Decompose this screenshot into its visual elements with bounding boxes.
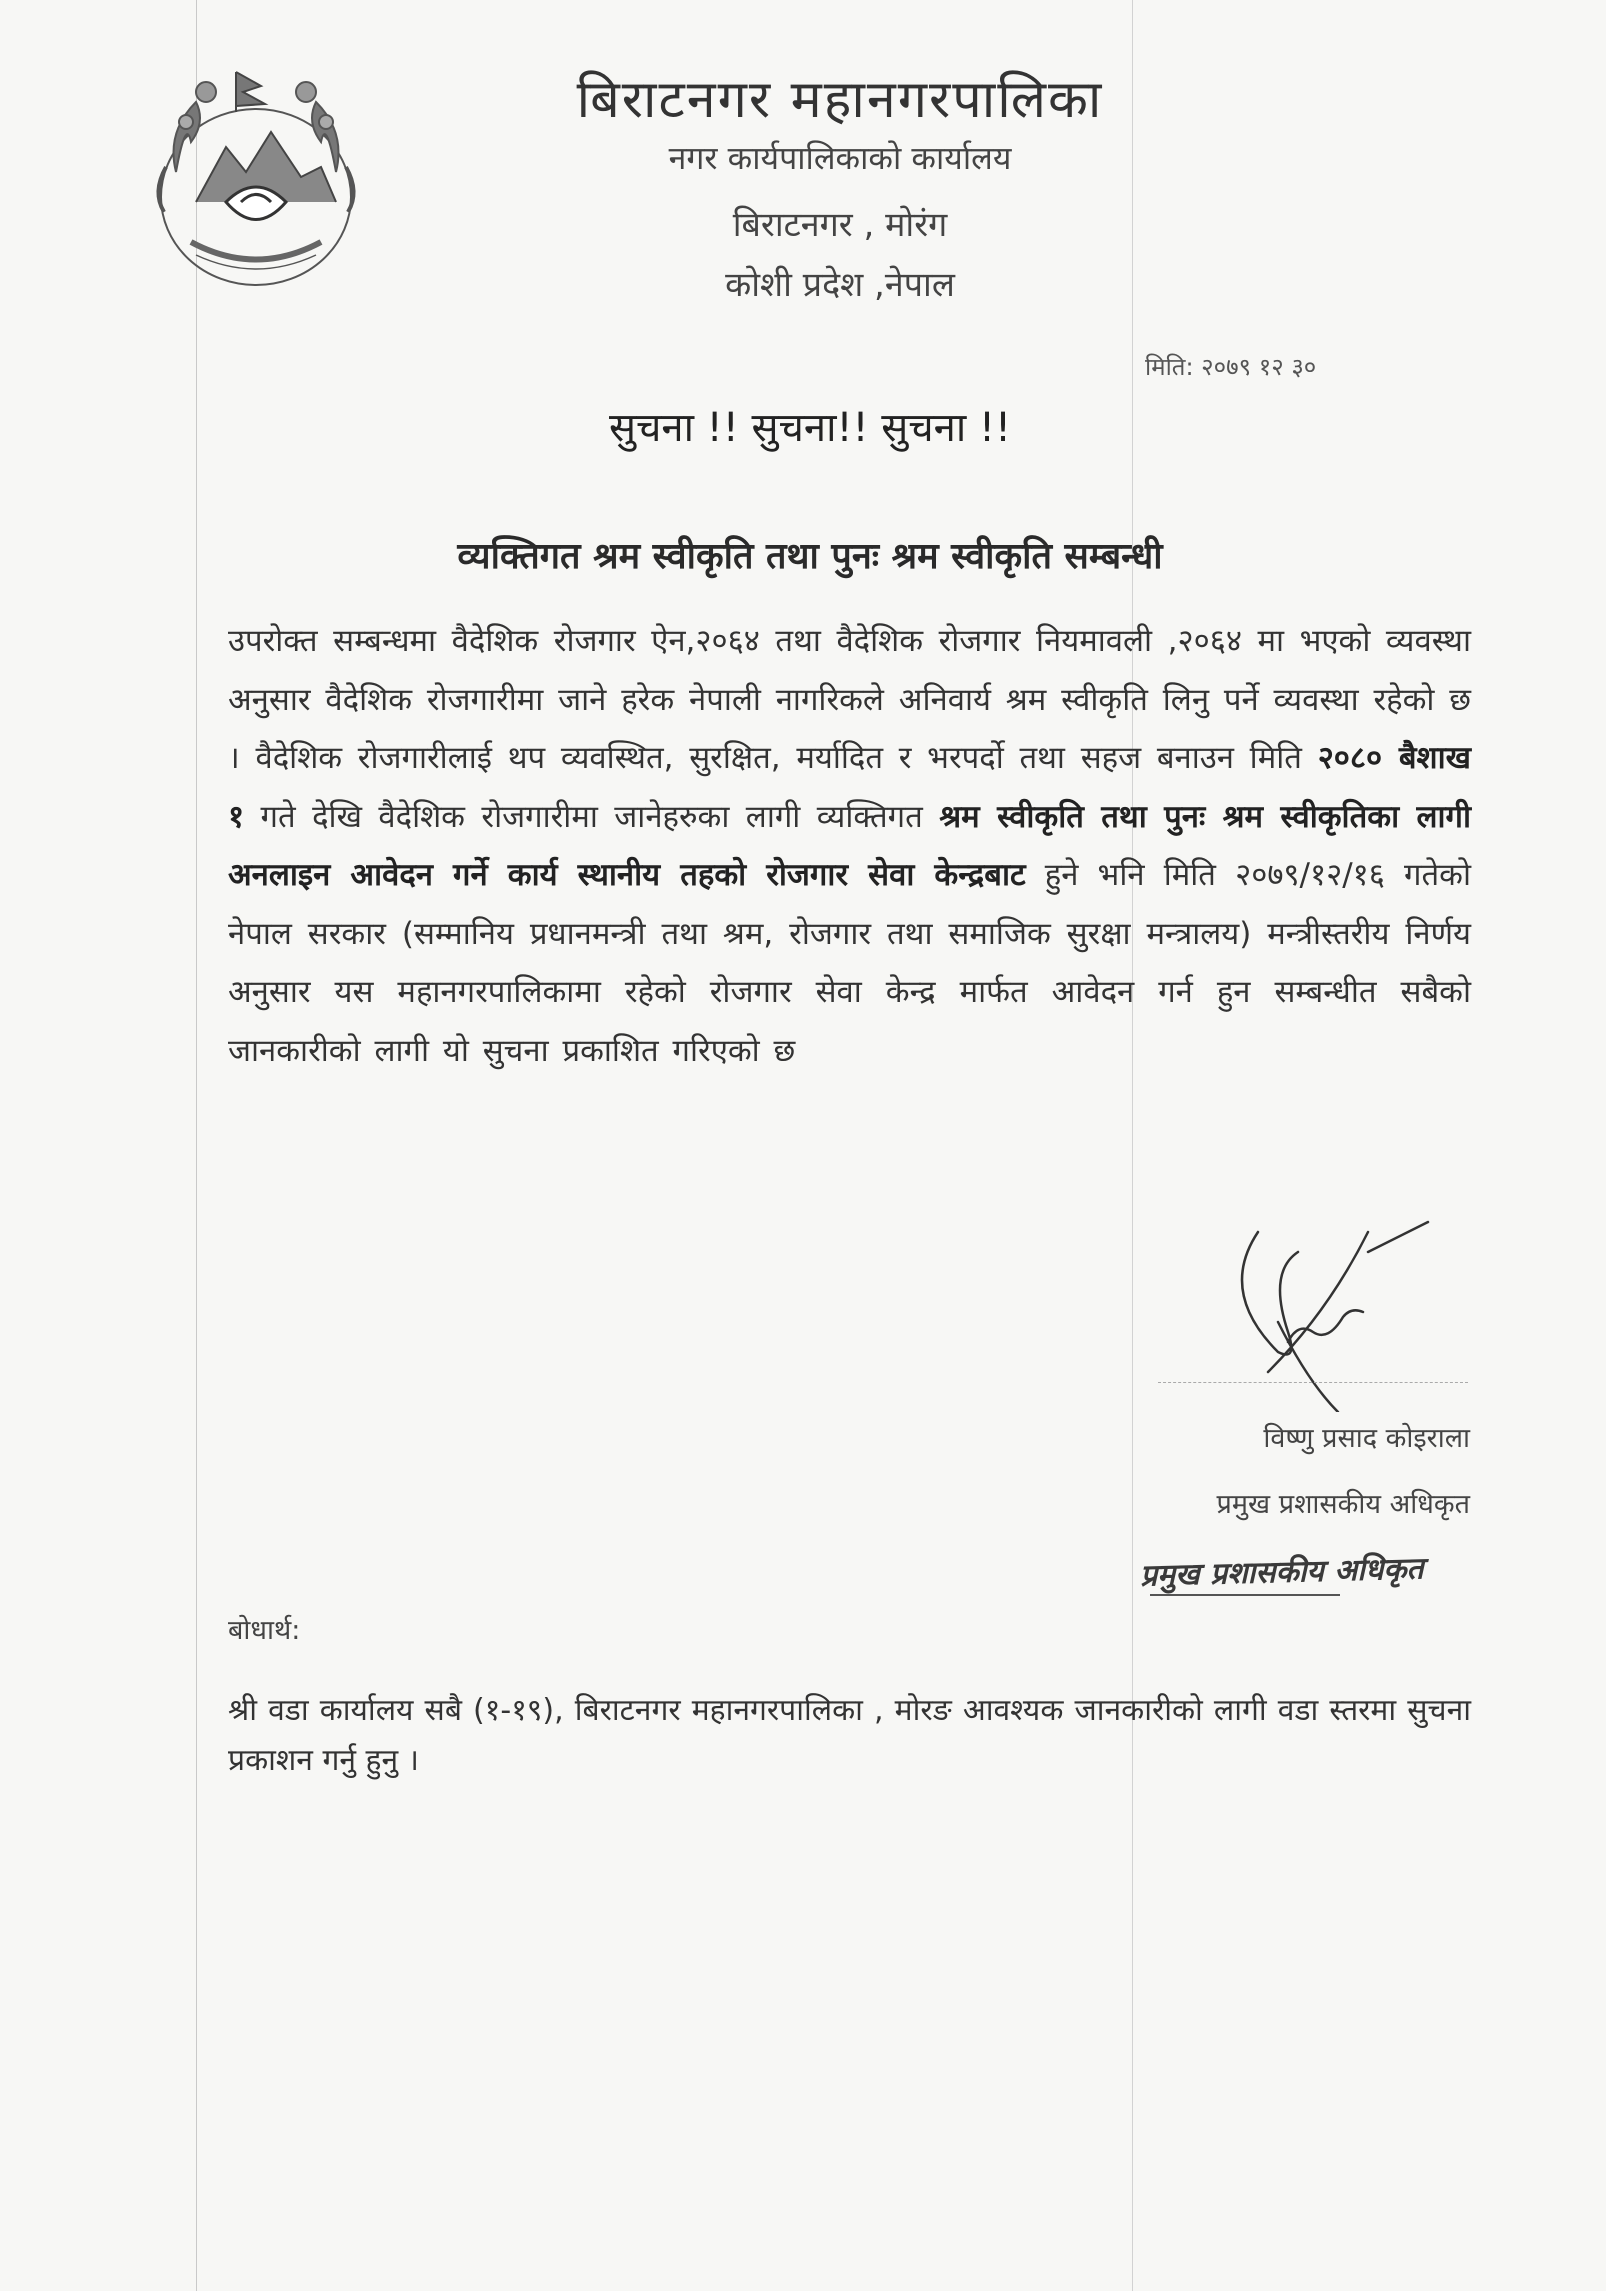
notice-body xyxy=(228,612,1471,1080)
body-bold-service: श्रम स्वीकृति तथा पुनः श्रम स्वीकृतिका लागी अनलाइन आवेदन गर्ने कार्य स्थानीय तहको रोजगार सेवा केन्द्रबाट xyxy=(228,798,1471,893)
scan-rule-line xyxy=(1132,0,1133,2291)
cc-label: बोधार्थ: xyxy=(228,1615,301,1646)
government-emblem-icon xyxy=(136,52,376,302)
official-stamp: प्रमुख प्रशासकीय अधिकृत xyxy=(1139,1551,1424,1594)
province-country: कोशी प्रदेश ,नेपाल xyxy=(725,265,955,305)
cc-text: श्री वडा कार्यालय सबै (१-१९), बिराटनगर महानगरपालिका , मोरङ आवश्यक जानकारीको लागी वडा स्तरमा सुचना प्रकाशन गर्नु हुनु । xyxy=(228,1693,1471,1778)
signatory-name: विष्णु प्रसाद कोइराला xyxy=(1263,1423,1470,1454)
body-bold-date: २०८० बैशाख १ xyxy=(228,740,1471,835)
office-name: नगर कार्यपालिकाको कार्यालय xyxy=(668,139,1012,177)
signatory-title: प्रमुख प्रशासकीय अधिकृत xyxy=(1216,1489,1470,1520)
body-text-part2: गते देखि वैदेशिक रोजगारीमा जानेहरुका लागी व्यक्तिगत xyxy=(244,798,940,835)
signature-line xyxy=(1158,1382,1468,1383)
notice-date: मिति: २०७९ १२ ३० xyxy=(1145,353,1317,381)
body-text-part3: हुने भनि मिति २०७९/१२/१६ गतेको नेपाल सरकार (सम्मानिय प्रधानमन्त्री तथा श्रम, रोजगार तथा समाजिक सुरक्षा मन्त्रालय) मन्त्रीस्तरीय निर्णय अनुसार यस महानगरपालिकामा रहेको रोजगार सेवा केन्द्र मार्फत आवेदन गर्न हुन सम्बन्धीत सबैको जानकारीको लागी यो सुचना प्रकाशित गरिएको छ xyxy=(228,857,1471,1069)
body-text-part1: उपरोक्त सम्बन्धमा वैदेशिक रोजगार ऐन,२०६४ तथा वैदेशिक रोजगार नियमावली ,२०६४ मा भएको व्यवस्था अनुसार वैदेशिक रोजगारीमा जाने हरेक नेपाली नागरिकले अनिवार्य श्रम स्वीकृति लिनु पर्ने व्यवस्था रहेको छ । वैदेशिक रोजगारीलाई थप व्यवस्थित, सुरक्षित, मर्यादित र भरपर्दो तथा सहज बनाउन मिति xyxy=(228,623,1471,776)
subject-line: व्यक्तिगत श्रम स्वीकृति तथा पुनः श्रम स्वीकृति सम्बन्धी xyxy=(457,536,1163,577)
notice-heading: सुचना !! सुचना!! सुचना !! xyxy=(608,405,1012,451)
municipality-name: बिराटनगर महानगरपालिका xyxy=(576,70,1104,130)
stamp-underline xyxy=(1150,1594,1340,1596)
scan-rule-line xyxy=(196,0,197,2291)
city-district: बिराटनगर , मोरंग xyxy=(732,205,948,245)
